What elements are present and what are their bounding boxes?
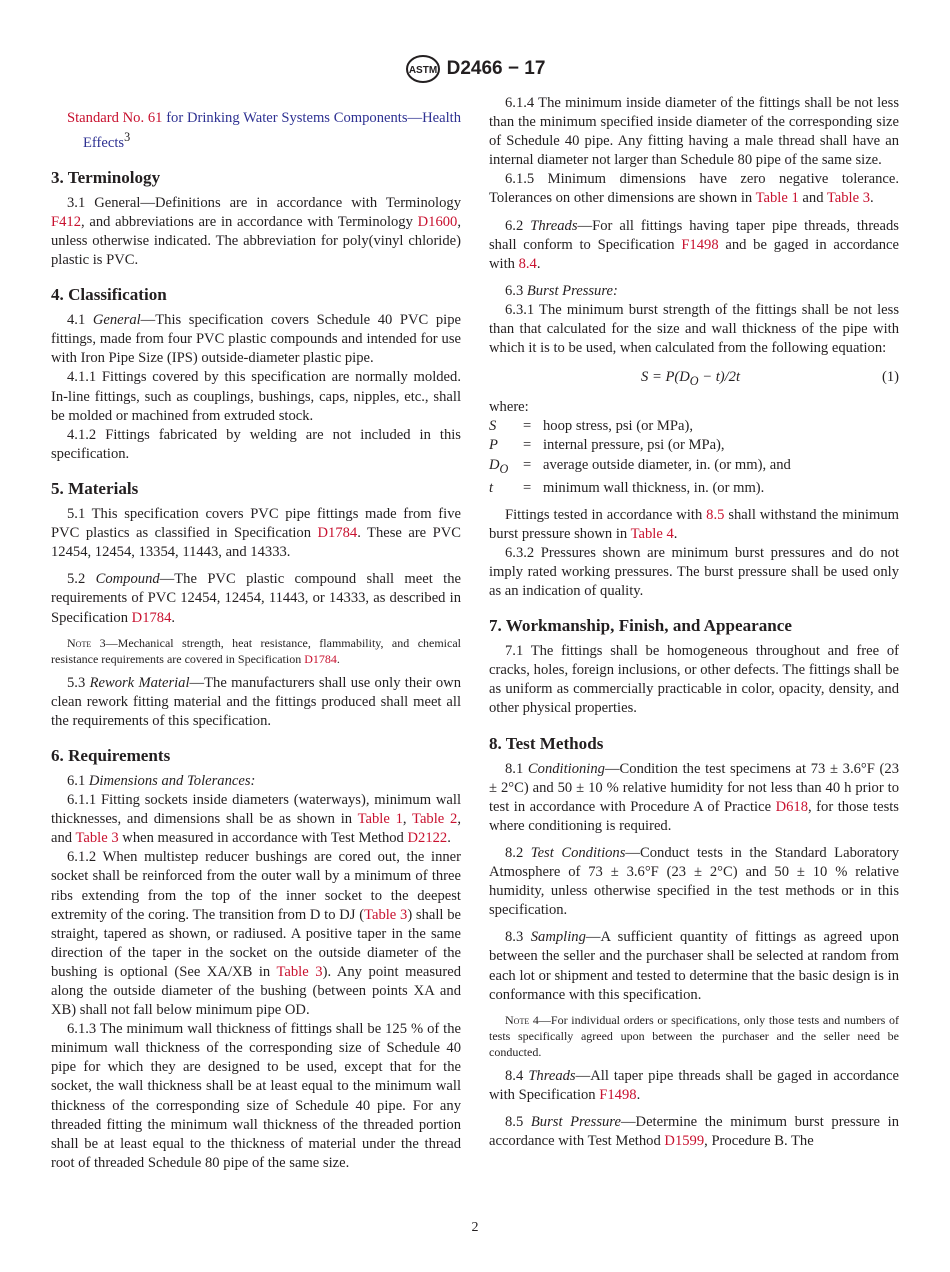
italic-term: Test Conditions [530, 845, 626, 861]
equation-part: S = P(D [641, 369, 690, 386]
variable-definitions [489, 398, 899, 497]
text: ). Any point measured along the outside diameter of the bushing (between points XA and XB) shall not fall below minimum pipe OD. [51, 963, 461, 1019]
cross-reference-link[interactable]: D1600 [417, 213, 458, 230]
paragraph [489, 94, 899, 170]
paragraph [489, 170, 899, 208]
note [489, 1012, 899, 1060]
text: 8.3 [505, 929, 531, 946]
paragraph [51, 1020, 461, 1173]
text: and [798, 190, 827, 207]
italic-term: Rework Material [89, 674, 190, 691]
section-heading [489, 616, 899, 635]
paragraph [489, 301, 899, 358]
text: —Condition the test specimens at 73 ± 3.6°F (23 ± 2°C) and 50 ± 10 % relative humidity for not less than 40 h prior to test in accordance with Procedure A of Practice [489, 760, 899, 815]
cross-reference-link[interactable]: Table 3 [276, 963, 323, 980]
paragraph [489, 282, 899, 301]
cross-reference-link[interactable]: F1498 [681, 236, 719, 253]
cross-reference-link[interactable]: F1498 [599, 1086, 637, 1103]
text: 8.1 [505, 760, 528, 777]
variable-symbol [489, 456, 523, 479]
equation-subscript: O [689, 374, 699, 389]
definition-text: minimum wall thickness, in. (or mm). [543, 479, 765, 496]
document-code: D2466 − 17 [446, 58, 546, 79]
paragraph [489, 642, 899, 718]
italic-term: Threads [530, 217, 578, 234]
text: —Conduct tests in the Standard Laboratory Atmosphere of 73 ± 3.6°F (23 ± 2°C) and 50 ± 10 % relative humidity, unless otherwise specified in the test methods or in this specification. [489, 845, 900, 919]
cross-reference-link[interactable]: D1599 [664, 1133, 705, 1150]
symbol: S [489, 418, 497, 435]
text: when measured in accordance with Test Method [118, 830, 408, 847]
text: 6.1.4 The minimum inside diameter of the fittings shall be not less than the minimum specified inside diameter of the corresponding size of Schedule 40 pipe. Any fitting having a male thread shall have an internal diameter not larger than Schedule 80 pipe of the same size. [489, 95, 899, 169]
text: , and abbreviations are in accordance with Terminology [81, 213, 418, 230]
cross-reference-link[interactable]: 8.5 [706, 506, 725, 523]
text: 6.1.3 The minimum wall thickness of fittings shall be 125 % of the minimum wall thickness of the corresponding size of Schedule 40 pipe for which they are designed to be used, except that for the socket, the wall thickness shall be at least equal to the minimum wall thickness of the corresponding size of Schedule 40 pipe. For any threaded fitting the minimum wall thickness of the threaded portion shall be at least equal to the thickness of material under the thread root of threaded Schedule 80 pipe of the same size. [51, 1021, 461, 1171]
section-heading [51, 168, 461, 187]
text: 6.3.1 The minimum burst strength of the fittings shall be not less than that calculated for the size and wall thickness of the pipe with which it is to be used, when calculated from the following equation: [489, 301, 899, 357]
cross-reference-link[interactable]: Standard No. 61 [67, 109, 167, 126]
paragraph [489, 217, 899, 274]
italic-term: Conditioning [527, 760, 605, 777]
cross-reference-link[interactable]: Table 1 [755, 190, 799, 207]
text: . [536, 255, 541, 272]
text: 6.1.1 Fitting sockets inside diameters (waterways), minimum wall thicknesses, and dimensions shall be as shown in [51, 792, 461, 828]
symbol: P [489, 437, 498, 454]
paragraph [489, 760, 899, 836]
cross-reference-link[interactable]: Table 2 [412, 811, 458, 828]
text: 4.1.2 Fittings fabricated by welding are not included in this specification. [51, 426, 461, 462]
italic-term: Dimensions and Tolerances: [88, 772, 256, 789]
note-label: Note [505, 1012, 530, 1027]
where-label: where: [489, 399, 529, 416]
definition-text: hoop stress, psi (or MPa), [543, 418, 693, 435]
text: 8.2 [505, 845, 531, 861]
text: . [447, 830, 451, 847]
text: 5.2 [67, 571, 96, 588]
text: , [402, 811, 413, 828]
definition-row [489, 456, 899, 479]
text: 6.3 [505, 282, 527, 299]
cross-reference-link[interactable]: D2122 [407, 830, 448, 847]
paragraph [51, 426, 461, 464]
equation [489, 368, 899, 392]
text: , Procedure B. The [704, 1133, 814, 1150]
equals-sign: = [523, 456, 532, 473]
text: . [673, 525, 678, 542]
variable-symbol [489, 479, 523, 498]
text: . [336, 651, 340, 666]
paragraph [51, 791, 461, 848]
text: 3.1 General—Definitions are in accordance with Terminology [67, 194, 461, 211]
astm-logo [405, 54, 441, 84]
text: , unless otherwise indicated. The abbreviation for poly(vinyl chloride) plastic is PVC. [51, 213, 461, 269]
italic-term: General [92, 312, 141, 329]
note [51, 635, 461, 667]
left-column [51, 94, 461, 1173]
italic-term: Threads [528, 1067, 576, 1084]
paragraph [51, 772, 461, 791]
text: , and [51, 811, 461, 847]
paragraph [51, 570, 461, 627]
paragraph [51, 505, 461, 562]
text: Fittings tested in accordance with [505, 506, 707, 523]
paragraph [51, 311, 461, 368]
text: —The PVC plastic compound shall meet the requirements of PVC 12454, 12454, 11443, or 14333, as described in Specification [51, 571, 461, 626]
text: 4.1.1 Fittings covered by this specification are normally molded. In-line fittings, such as couplings, bushings, caps, nipples, etc., shall be molded or machined from extruded stock. [51, 369, 461, 424]
text: 6.1.5 Minimum dimensions have zero negative tolerance. Tolerances on other dimensions are shown in [489, 171, 899, 207]
reference-continuation [67, 109, 461, 153]
text: 7. Workmanship, Finish, and Appearance [489, 616, 792, 636]
italic-term: Burst Pressure: [526, 282, 618, 299]
cross-reference-link[interactable]: Table 4 [630, 525, 674, 542]
equation-formula [641, 368, 740, 391]
page-header [0, 54, 950, 84]
variable-symbol [489, 417, 523, 436]
paragraph [489, 928, 899, 1004]
text: 5.3 [67, 674, 90, 691]
variable-symbol [489, 436, 523, 455]
cross-reference-link[interactable]: D1784 [317, 525, 358, 542]
italic-term: Burst Pressure [530, 1113, 621, 1130]
reference-title-link[interactable]: for Drinking Water Systems Components—Health Effects [83, 109, 462, 151]
section-heading [51, 479, 461, 498]
footnote-marker: 3 [124, 129, 131, 144]
definition-row [489, 436, 899, 455]
paragraph [489, 1113, 899, 1151]
equation-part: − t)/2t [698, 369, 741, 386]
text: . [636, 1086, 641, 1103]
text: , for those tests where conditioning is required. [489, 798, 899, 834]
cross-reference-link[interactable]: D1784 [304, 651, 337, 666]
text: 3—Mechanical strength, heat resistance, flammability, and chemical resistance requirements are covered in Specification [51, 635, 461, 666]
text: . [171, 609, 176, 626]
text: 6.1.2 When multistep reducer bushings are cored out, the inner socket shall be reinforced from the outer wall by a minimum of three ribs extending from the top of the inner socket to the deepest extremity of the coring. The transition from D to DJ ( [51, 849, 461, 923]
paragraph [51, 674, 461, 731]
text: 4.1 [67, 312, 93, 329]
italic-term: Compound [95, 571, 160, 588]
section-heading [51, 285, 461, 304]
text: 8. Test Methods [489, 733, 604, 753]
text: 6.1 [67, 772, 89, 789]
text: 3. Terminology [51, 167, 161, 187]
equals-sign: = [523, 437, 532, 454]
text: —The manufacturers shall use only their own clean rework fitting material and the fittings produced shall meet all the requirements of this specification. [51, 674, 461, 729]
text: 5. Materials [51, 478, 139, 498]
text: ) shall be straight, tapered as shown, or radiused. A positive taper in the same direction of the taper in the socket on the outside diameter of the bushing is optional (See XA/XB in [51, 906, 461, 980]
equals-sign: = [523, 479, 532, 496]
cross-reference-link[interactable]: Table 1 [357, 811, 403, 828]
cross-reference-link[interactable]: F412 [51, 213, 82, 230]
cross-reference-link[interactable]: Table 3 [75, 830, 119, 847]
text: —This specification covers Schedule 40 PVC pipe fittings, made from four PVC plastic compounds and intended for use with Iron Pipe Size (IPS) outside-diameter plastic pipe. [51, 312, 462, 367]
paragraph [51, 848, 461, 1020]
text: 6.3.2 Pressures shown are minimum burst pressures and do not imply rated working pressures. The burst pressure shall be used only as an indication of quality. [489, 544, 899, 599]
definition-row [489, 479, 899, 498]
text: 4. Classification [51, 285, 167, 305]
cross-reference-link[interactable]: 8.4 [518, 255, 537, 272]
text: —For all fittings having taper pipe threads, threads shall conform to Specification [489, 217, 899, 253]
text: shall withstand the minimum burst pressure shown in [489, 506, 899, 542]
paragraph [489, 1067, 899, 1105]
definition-row [489, 417, 899, 436]
paragraph [51, 368, 461, 425]
text: —A sufficient quantity of fittings as agreed upon between the seller and the purchaser shall be selected at random from each lot or shipment and tested to determine that the basic design is in conformance with this specification. [489, 929, 900, 1003]
cross-reference-link[interactable]: Table 3 [826, 190, 871, 207]
text: 4—For individual orders or specifications, only those tests and numbers of tests specifically agreed upon between the purchaser and the seller need be conducted. [489, 1012, 899, 1059]
equals-sign: = [523, 418, 532, 435]
text: 8.5 [505, 1113, 531, 1130]
cross-reference-link[interactable]: D618 [775, 798, 809, 815]
page-number: 2 [471, 1220, 479, 1235]
section-heading [51, 746, 461, 765]
paragraph [489, 506, 899, 544]
text: 6.2 [505, 217, 531, 234]
svg-text:ASTM: ASTM [408, 65, 437, 76]
note-label: Note [67, 635, 92, 650]
text: . [870, 190, 874, 207]
text: and be gaged in accordance with [489, 236, 899, 272]
definition-text: internal pressure, psi (or MPa), [543, 437, 725, 454]
definition-text: average outside diameter, in. (or mm), and [543, 456, 791, 473]
paragraph [51, 194, 461, 270]
section-heading [489, 734, 899, 753]
symbol: D [489, 456, 500, 473]
symbol: t [489, 479, 494, 496]
text: 7.1 The fittings shall be homogeneous throughout and free of cracks, holes, foreign inclusions, or other defects. The fittings shall be as uniform as commercially practicable in color, opacity, density, and other physical properties. [489, 643, 899, 717]
paragraph [489, 544, 899, 601]
right-column [489, 94, 899, 1151]
italic-term: Sampling [530, 929, 586, 946]
text: 6. Requirements [51, 745, 171, 765]
symbol-subscript: O [499, 461, 509, 476]
text: . These are PVC 12454, 12454, 13354, 11443, and 14333. [51, 525, 461, 561]
cross-reference-link[interactable]: Table 3 [364, 906, 408, 923]
cross-reference-link[interactable]: D1784 [131, 609, 172, 626]
text: —Determine the minimum burst pressure in accordance with Test Method [489, 1113, 900, 1150]
paragraph [489, 844, 899, 920]
text: 8.4 [505, 1067, 529, 1084]
text: 5.1 This specification covers PVC pipe fittings made from five PVC plastics as classified in Specification [51, 506, 461, 542]
equation-number: (1) [881, 369, 899, 386]
text: —All taper pipe threads shall be gaged in accordance with Specification [489, 1067, 899, 1103]
